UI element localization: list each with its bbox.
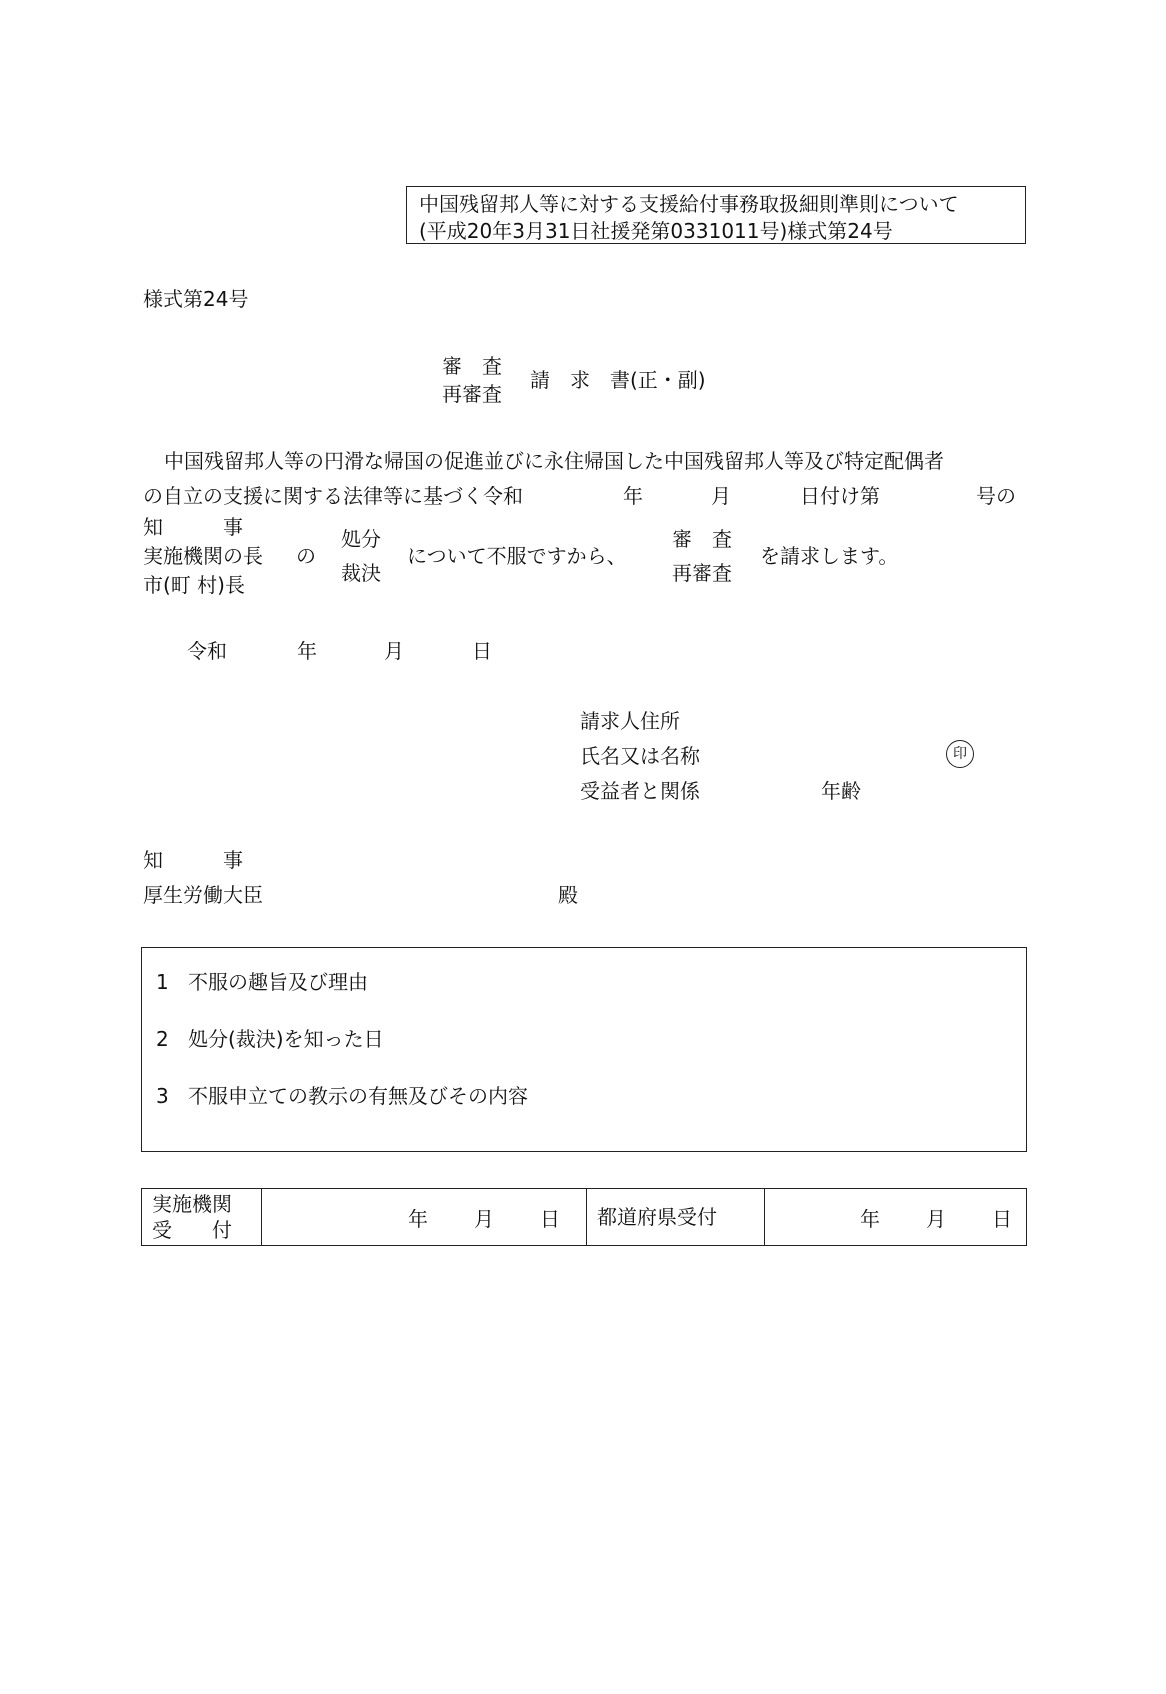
receipt-table bbox=[141, 1188, 1027, 1246]
applicant-address-label: 請求人住所 bbox=[580, 709, 680, 733]
prefecture-receipt-year: 年 bbox=[860, 1206, 880, 1231]
agency-receipt-label-cell bbox=[142, 1189, 262, 1246]
body-line2-prefix: の自立の支援に関する法律等に基づく令和 bbox=[143, 484, 523, 508]
request-rereview: 再審査 bbox=[672, 561, 732, 585]
reason-text: 不服申立ての教示の有無及びその内容 bbox=[188, 1084, 528, 1108]
action-disposition: 処分 bbox=[341, 527, 381, 551]
date-era: 令和 bbox=[187, 639, 227, 663]
prefecture-receipt-label: 都道府県受付 bbox=[597, 1205, 717, 1229]
seal-icon: 印 bbox=[946, 740, 974, 768]
reason-item-1 bbox=[156, 972, 368, 992]
applicant-age-label: 年齢 bbox=[821, 779, 861, 803]
body-year: 年 bbox=[623, 484, 643, 508]
authority-governor: 知 事 bbox=[143, 515, 243, 539]
header-note-line1: 中国残留邦人等に対する支援給付事務取扱細則準則について bbox=[419, 192, 959, 216]
closing-text: を請求します。 bbox=[760, 544, 899, 568]
addressee-governor: 知 事 bbox=[143, 848, 243, 872]
body-number-of: 号の bbox=[976, 484, 1016, 508]
body-day-attached: 日付け第 bbox=[800, 484, 880, 508]
agency-receipt-day: 日 bbox=[540, 1206, 560, 1231]
request-review: 審 査 bbox=[672, 527, 732, 551]
prefecture-receipt-month: 月 bbox=[926, 1206, 946, 1231]
particle-no: の bbox=[296, 544, 316, 568]
action-decision: 裁決 bbox=[341, 561, 381, 585]
agency-receipt-label-2: 受 付 bbox=[152, 1218, 232, 1242]
reason-item-2 bbox=[156, 1029, 384, 1049]
reason-number: 1 bbox=[156, 970, 169, 994]
title-option-rereview: 再審査 bbox=[442, 382, 502, 406]
reason-text: 不服の趣旨及び理由 bbox=[188, 970, 368, 994]
reason-item-3 bbox=[156, 1086, 528, 1106]
agency-receipt-label-1: 実施機関 bbox=[152, 1192, 232, 1216]
agency-receipt-date-cell bbox=[262, 1189, 587, 1246]
addressee-honorific: 殿 bbox=[558, 883, 578, 907]
applicant-name-label: 氏名又は名称 bbox=[580, 744, 700, 768]
authority-mayor: 市(町 村)長 bbox=[143, 573, 245, 597]
page-title: 請 求 書(正・副) bbox=[530, 368, 706, 392]
header-note-line2: (平成20年3月31日社援発第0331011号)様式第24号 bbox=[419, 219, 893, 243]
date-year: 年 bbox=[297, 639, 317, 663]
authority-agency: 実施機関の長 bbox=[143, 544, 263, 568]
agency-receipt-month: 月 bbox=[474, 1206, 494, 1231]
body-month: 月 bbox=[711, 484, 731, 508]
reasons-box bbox=[141, 947, 1027, 1152]
prefecture-receipt-day: 日 bbox=[992, 1206, 1012, 1231]
date-day: 日 bbox=[472, 639, 492, 663]
header-reference-box bbox=[406, 186, 1026, 244]
title-option-review: 審 査 bbox=[442, 354, 502, 378]
reason-number: 3 bbox=[156, 1084, 169, 1108]
reason-number: 2 bbox=[156, 1027, 169, 1051]
agency-receipt-year: 年 bbox=[408, 1206, 428, 1231]
addressee-minister: 厚生労働大臣 bbox=[143, 883, 263, 907]
applicant-relation-label: 受益者と関係 bbox=[580, 779, 700, 803]
date-month: 月 bbox=[384, 639, 404, 663]
prefecture-receipt-date-cell bbox=[765, 1189, 1027, 1246]
form-number: 様式第24号 bbox=[143, 287, 249, 311]
objection-text: について不服ですから、 bbox=[407, 544, 627, 568]
body-line1: 中国残留邦人等の円滑な帰国の促進並びに永住帰国した中国残留邦人等及び特定配偶者 bbox=[164, 449, 944, 473]
reason-text: 処分(裁決)を知った日 bbox=[188, 1027, 384, 1051]
prefecture-receipt-label-cell bbox=[587, 1189, 765, 1246]
